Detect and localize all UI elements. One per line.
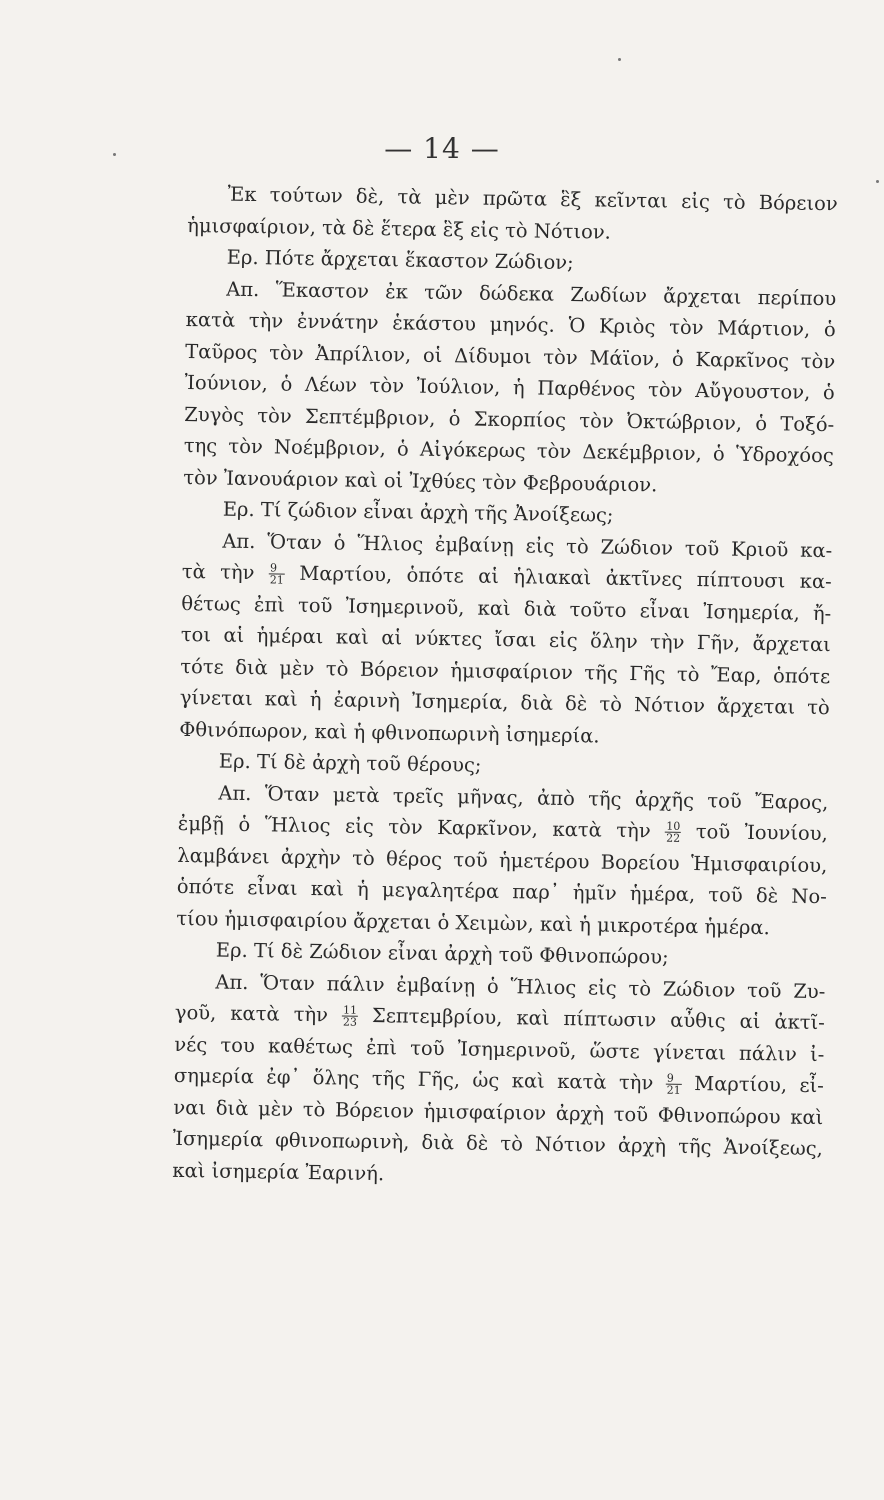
text-line: Ερ. Τί ζώδιον εἶναι ἀρχὴ τῆς Ἀνοίξεως; [222,497,614,527]
text-line: γίνεται καὶ ἡ ἐαρινὴ Ἰσημερία, διὰ δὲ τὸ Νότιον ἄρχεται τὸ [179,685,830,720]
text-line: λαμβάνει ἀρχὴν τὸ θέρος τοῦ ἡμετέρου Βορείου Ἡμισφαιρίου, [177,843,828,877]
text-line: νές του καθέτως ἐπὶ τοῦ Ἰσημερινοῦ, ὥστε γίνεται πάλιν ἰ- [174,1032,825,1066]
text-line: κατὰ τὴν ἐννάτην ἑκάστου μηνός. Ὁ Κριὸς τὸν Μάρτιον, ὁ [185,307,836,342]
text-line: της τὸν Νοέμβριον, ὁ Αἰγόκερως τὸν Δεκέμβριον, ὁ Ὑδροχόος [183,433,834,468]
text-line: Ἰσημερία φθινοπωρινὴ, διὰ δὲ τὸ Νότιον ἀρχὴ τῆς Ἀνοίξεως, [172,1126,824,1161]
text-line: ἐμβῇ ὁ Ἥλιος εἰς τὸν Καρκῖνον, κατὰ τὴν $\frac{10}{22}$ τοῦ Ἰουνίου, [177,811,828,846]
speck-mark [876,180,879,183]
text-line: τότε διὰ μὲν τὸ Βόρειον ἡμισφαίριον τῆς Γῆς τὸ Ἔαρ, ὁπότε [180,654,831,688]
text-line: Απ. Ἕκαστον ἐκ τῶν δώδεκα Ζωδίων ἄρχεται περίπου [226,277,837,310]
text-line: Φθινόπωρον, καὶ ἡ φθινοπωρινὴ ἰσημερία. [179,717,600,748]
text-line: ἡμισφαίριον, τὰ δὲ ἕτερα ἓξ εἰς τὸ Νότιον. [187,213,612,244]
text-line: τοι αἱ ἡμέραι καὶ αἱ νύκτες ἴσαι εἰς ὅλην τὴν Γῆν, ἄρχεται [180,622,831,657]
text-line: τὰ τὴν $\frac{9}{21}$ Μαρτίου, ὁπότε αἱ ἡλιακαὶ ἀκτῖνες πίπτουσι κα- [181,559,832,594]
text-line: θέτως ἐπὶ τοῦ Ἰσημερινοῦ, καὶ διὰ τοῦτο εἶναι Ἰσημερία, ἤ- [181,591,832,625]
date-fraction: $\frac{11}{23}$ [342,1003,358,1029]
date-fraction: $\frac{9}{21}$ [269,561,284,587]
text-line: Ταῦρος τὸν Ἀπρίλιον, οἱ Δίδυμοι τὸν Μάϊον, ὁ Καρκῖνος τὸν [185,339,836,373]
text-line: Απ. Ὅταν μετὰ τρεῖς μῆνας, ἀπὸ τῆς ἀρχῆς τοῦ Ἔαρος, [218,781,829,814]
page-number: — 14 — [384,132,500,165]
text-line: Ερ. Πότε ἄρχεται ἕκαστον Ζώδιον; [226,245,574,275]
text-line: Ερ. Τί δὲ Ζώδιον εἶναι ἀρχὴ τοῦ Φθινοπώρου; [215,938,669,969]
speck-mark [618,58,621,61]
text-line: τίου ἡμισφαιρίου ἄρχεται ὁ Χειμὼν, καὶ ἡ μικροτέρα ἡμέρα. [176,906,770,939]
text-line: γοῦ, κατὰ τὴν $\frac{11}{23}$ Σεπτεμβρίου, καὶ πίπτωσιν αὖθις αἱ ἀκτῖ- [174,1000,825,1035]
text-line: καὶ ἰσημερία Ἐαρινή. [172,1158,385,1185]
text-line: Απ. Ὅταν ὁ Ἥλιος ἐμβαίνῃ εἰς τὸ Ζώδιον τοῦ Κριοῦ κα- [222,529,833,562]
date-fraction: $\frac{9}{21}$ [666,1071,681,1097]
speck-mark [113,153,116,156]
text-line: Ερ. Τί δὲ ἀρχὴ τοῦ θέρους; [218,749,482,777]
text-line: Ἰούνιον, ὁ Λέων τὸν Ἰούλιον, ἡ Παρθένος τὸν Αὔγουστον, ὁ [184,370,835,405]
text-line: Ζυγὸς τὸν Σεπτέμβριον, ὁ Σκορπίος τὸν Ὀκτώβριον, ὁ Τοξό- [184,402,835,436]
text-line: Ἐκ τούτων δὲ, τὰ μὲν πρῶτα ἓξ κεῖνται εἰς τὸ Βόρειον [227,182,838,216]
date-fraction: $\frac{10}{22}$ [666,819,681,845]
text-line: ναι διὰ μὲν τὸ Βόρειον ἡμισφαίριον ἀρχὴ τοῦ Φθινοπώρου καὶ [173,1095,824,1129]
text-line: τὸν Ἰανουάριον καὶ οἱ Ἰχθύες τὸν Φεβρουάριον. [183,465,658,496]
text-line: Απ. Ὅταν πάλιν ἐμβαίνῃ ὁ Ἥλιος εἰς τὸ Ζώδιον τοῦ Ζυ- [215,970,826,1003]
body-text [172,178,838,1196]
text-line: ὁπότε εἶναι καὶ ἡ μεγαλητέρα παρ᾽ ἡμῖν ἡμέρα, τοῦ δὲ Νο- [176,874,827,909]
text-line: σημερία ἐφ᾽ ὅλης τῆς Γῆς, ὡς καὶ κατὰ τὴν $\frac{9}{21}$ Μαρτίου, εἶ- [173,1063,825,1098]
